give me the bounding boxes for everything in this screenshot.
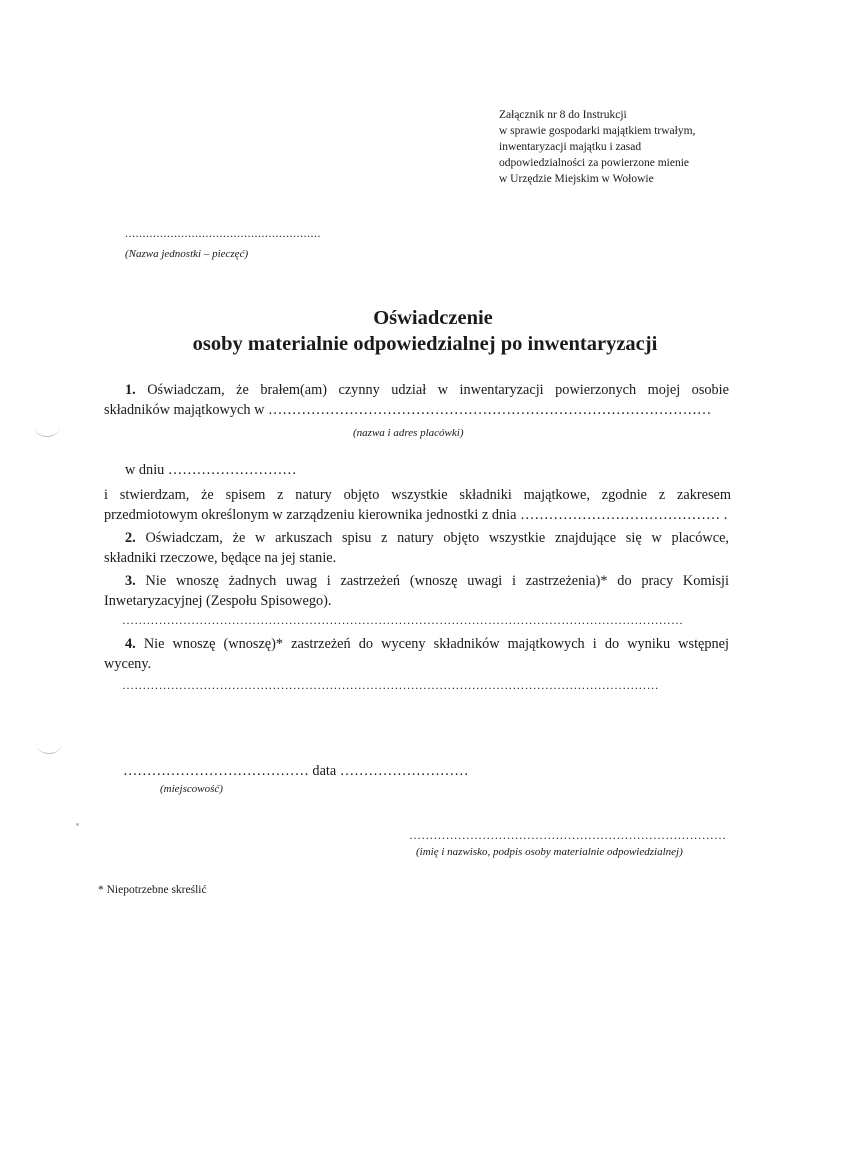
unit-name-field[interactable]: ........................................................ bbox=[125, 226, 321, 240]
document-subtitle: osoby materialnie odpowiedzialnej po inwentaryzacji bbox=[192, 333, 658, 355]
paragraph-3-line-1 bbox=[125, 571, 729, 591]
paragraph-number: 1. bbox=[125, 382, 136, 398]
paragraph-number: 3. bbox=[125, 573, 136, 589]
document-title: Oświadczenie bbox=[373, 307, 493, 329]
place-caption: (miejscowość) bbox=[160, 783, 223, 795]
paragraph-text: Oświadczam, że brałem(am) czynny udział w inwentaryzacji powierzonych mojej osobie bbox=[147, 382, 730, 398]
punch-hole-mark bbox=[34, 416, 60, 437]
paragraph-text: Nie wnoszę żadnych uwag i zastrzeżeń (wnoszę uwagi i zastrzeżenia)* do pracy Komisji bbox=[145, 573, 729, 589]
punch-hole-mark bbox=[36, 733, 62, 754]
annex-note-line: Załącznik nr 8 do Instrukcji bbox=[499, 109, 627, 121]
paragraph-text: Oświadczam, że w arkuszach spisu z natury objęto wszystkie znajdujące się w placówce, bbox=[145, 530, 730, 546]
ordinance-date-field[interactable]: przedmiotowym określonym w zarządzeniu kierownika jednostki z dnia …………………………………… . bbox=[104, 507, 728, 523]
paragraph-2-line-2: składniki rzeczowe, będące na jej stanie. bbox=[104, 550, 337, 566]
annex-note-line: w sprawie gospodarki majątkiem trwałym, bbox=[499, 125, 696, 137]
paragraph-4-line-2: wyceny. bbox=[104, 656, 152, 672]
annex-note-line: odpowiedzialności za powierzone mienie bbox=[499, 157, 689, 169]
paragraph-number: 4. bbox=[125, 636, 136, 652]
inventory-date-field[interactable]: w dniu ……………………… bbox=[125, 462, 297, 478]
remarks-field[interactable]: ………………………………………………………………………………………………………………………… bbox=[122, 613, 684, 627]
valuation-remarks-field[interactable]: …………………………………………………………………………………………………………………… bbox=[122, 678, 659, 692]
annex-note-line: w Urzędzie Miejskim w Wołowie bbox=[499, 173, 654, 185]
paragraph-1-line-1 bbox=[125, 380, 729, 400]
paragraph-3-line-2: Inwetaryzacyjnej (Zespołu Spisowego). bbox=[104, 593, 332, 609]
facility-caption: (nazwa i adres placówki) bbox=[353, 427, 464, 439]
facility-field[interactable]: składników majątkowych w ………………………………………………………………………………… bbox=[104, 402, 712, 418]
annex-note-line: inwentaryzacji majątku i zasad bbox=[499, 141, 642, 153]
signature-field[interactable]: …………………………………………………………………… bbox=[409, 828, 727, 842]
unit-name-caption: (Nazwa jednostki – pieczęć) bbox=[125, 248, 249, 260]
signature-caption: (imię i nazwisko, podpis osoby materialnie odpowiedzialnej) bbox=[416, 846, 683, 858]
annex-note bbox=[499, 107, 695, 187]
paragraph-4-line-1 bbox=[125, 634, 729, 654]
paragraph-2-line-1 bbox=[125, 528, 729, 548]
scope-statement-line-1: i stwierdzam, że spisem z natury objęto wszystkie składniki majątkowe, zgodnie z zakresem bbox=[104, 487, 731, 503]
scan-speck bbox=[76, 823, 79, 826]
paragraph-text: Nie wnoszę (wnoszę)* zastrzeżeń do wyceny składników majątkowych i do wyniku wstępnej bbox=[143, 636, 729, 652]
place-date-field[interactable]: ………………………………… data ……………………… bbox=[123, 763, 469, 779]
paragraph-number: 2. bbox=[125, 530, 136, 546]
footnote: * Niepotrzebne skreślić bbox=[98, 884, 207, 896]
